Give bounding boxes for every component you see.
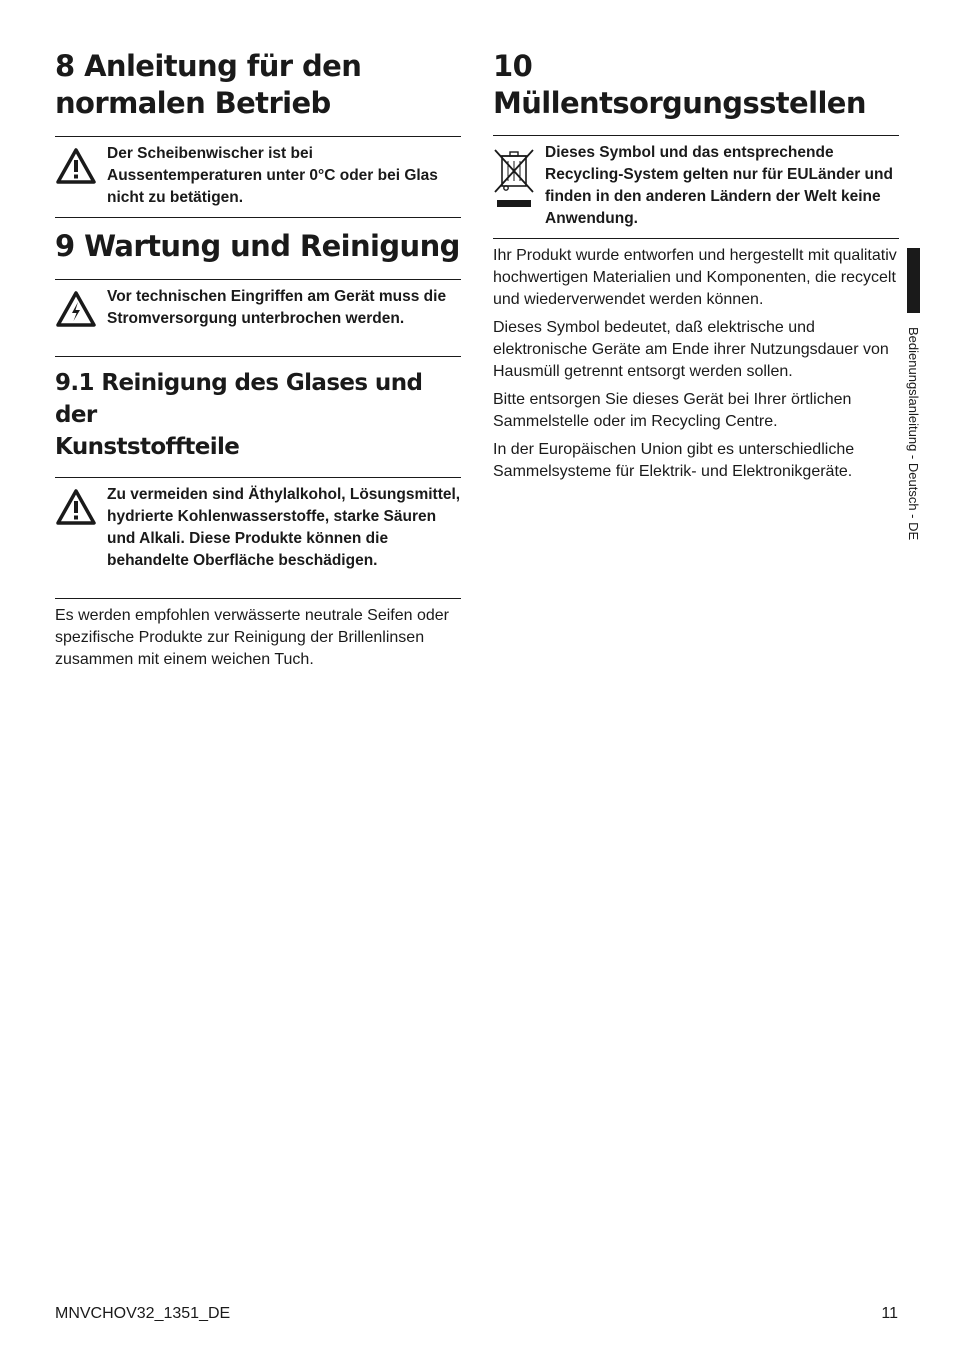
electric-hazard-icon xyxy=(55,286,107,332)
section-10-paragraph-4: In der Europäischen Union gibt es unterschiedliche Sammelsysteme für Elektrik- und Elektronikgeräte. xyxy=(493,441,855,480)
sidebar-language-label: Bedienungslanleitung - Deutsch - DE xyxy=(906,327,921,541)
right-column xyxy=(493,48,899,483)
footer-doc-code: MNVCHOV32_1351_DE xyxy=(55,1305,231,1322)
left-column xyxy=(55,48,461,671)
section-9-1-body: Es werden empfohlen verwässerte neutrale Seifen oder spezifische Produkte zur Reinigung der Brillenlinsen zusammen mit einem weichen Tuch. xyxy=(55,607,449,668)
warning-triangle-icon xyxy=(55,143,107,189)
section-10-note-text: Dieses Symbol und das entsprechende Recycling-System gelten nur für EULänder und finden in den anderen Ländern der Welt keine Anwendung. xyxy=(545,144,893,227)
footer-page-number: 11 xyxy=(881,1305,898,1322)
section-10-note xyxy=(493,135,899,239)
section-9-1-title xyxy=(55,367,461,463)
warning-triangle-icon xyxy=(55,484,107,530)
section-9-1-warning-text: Zu vermeiden sind Äthylalkohol, Lösungsmittel, hydrierte Kohlenwasserstoffe, starke Säuren und Alkali. Diese Produkte können die behandelte Oberfläche beschädigen. xyxy=(107,486,461,569)
section-9-title: 9 Wartung und Reinigung xyxy=(55,229,460,263)
crossed-out-wheelie-bin-icon xyxy=(493,142,545,212)
section-9-1-title-line2: Kunststoffteile xyxy=(55,434,240,460)
section-9-1-warning xyxy=(55,477,461,599)
section-8-warning-text: Der Scheibenwischer ist bei Aussentemperaturen unter 0°C oder bei Glas nicht zu betätigen. xyxy=(107,145,438,206)
section-10-title: 10 Müllentsorgungsstellen xyxy=(493,49,866,120)
section-10-paragraph-1: Ihr Produkt wurde entworfen und hergestellt mit qualitativ hochwertigen Materialien und Komponenten, die recycelt und wiederverwendet werden können. xyxy=(493,247,897,308)
section-8-title-line1: 8 Anleitung für den xyxy=(55,49,362,83)
section-9-warning-text: Vor technischen Eingriffen am Gerät muss die Stromversorgung unterbrochen werden. xyxy=(107,288,447,327)
section-10-paragraph-2: Dieses Symbol bedeutet, daß elektrische und elektronische Geräte am Ende ihrer Nutzungsdauer von Hausmüll getrennt entsorgt werden sollen. xyxy=(493,319,889,380)
side-tab-marker xyxy=(907,248,920,313)
section-9-1-title-line1: 9.1 Reinigung des Glases und der xyxy=(55,370,423,428)
section-8-warning xyxy=(55,136,461,218)
section-9-warning xyxy=(55,279,461,357)
section-8-title xyxy=(55,48,461,122)
section-10-paragraph-3: Bitte entsorgen Sie dieses Gerät bei Ihrer örtlichen Sammelstelle oder im Recycling Centre. xyxy=(493,391,852,430)
section-8-title-line2: normalen Betrieb xyxy=(55,86,331,120)
